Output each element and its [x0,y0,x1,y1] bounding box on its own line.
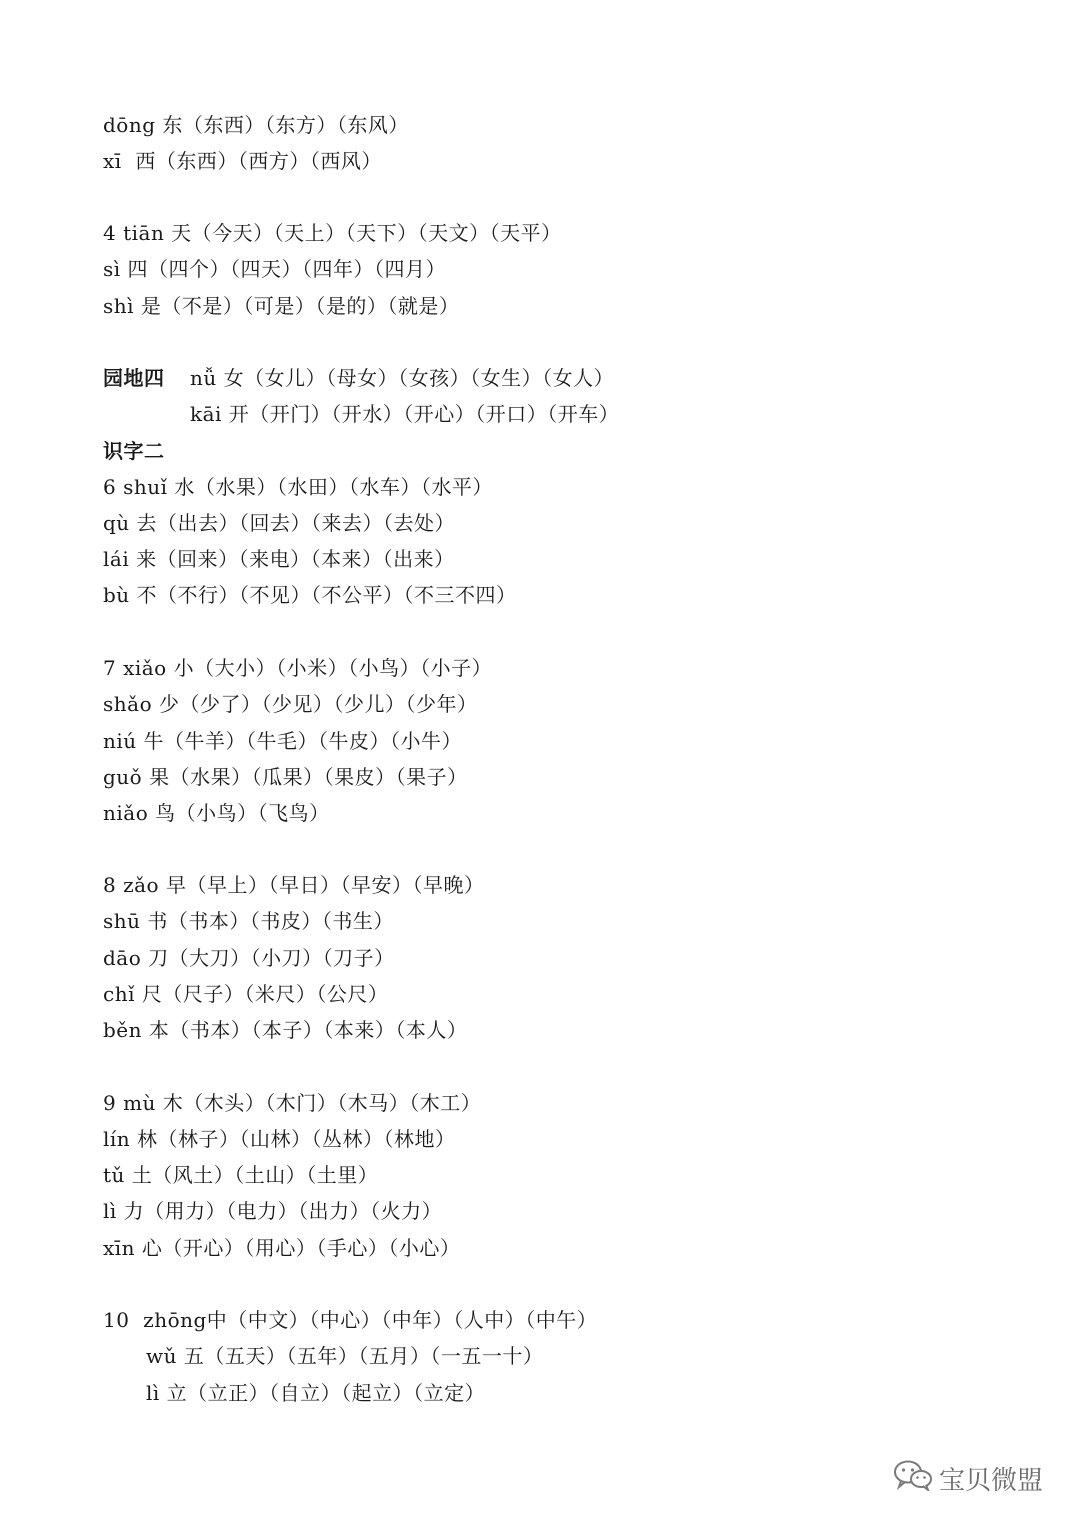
vocab-line: wǔ 五（五天）（五年）（五月）（一五一十） [146,1344,544,1368]
vocab-line: sì 四（四个）（四天）（四年）（四月） [103,257,447,281]
vocab-line: 4 tiān 天（今天）（天上）（天下）（天文）（天平） [103,221,562,245]
watermark [893,1458,1043,1498]
vocab-line: 9 mù 木（木头）（木门）（木马）（木工） [103,1091,482,1115]
vocab-line: shǎo 少（少了）（少见）（少儿）（少年） [103,692,478,716]
vocab-line: 8 zǎo 早（早上）（早日）（早安）（早晚） [103,873,485,897]
watermark-text: 宝贝微盟 [939,1465,1044,1496]
vocab-line: lín 林（林子）（山林）（丛林）（林地） [103,1127,456,1151]
vocab-line: lái 来（回来）（来电）（本来）（出来） [103,547,455,571]
section-heading: 园地四 [103,366,165,390]
vocab-line: niú 牛（牛羊）（牛毛）（牛皮）（小牛） [103,729,463,753]
vocab-line: shū 书（书本）（书皮）（书生） [103,909,394,933]
vocab-line: bù 不（不行）（不见）（不公平）（不三不四） [103,583,517,607]
vocab-line: kāi 开（开门）（开水）（开心）（开口）（开车） [190,402,620,426]
section-heading: 识字二 [103,439,165,463]
vocab-line: dāo 刀（大刀）（小刀）（刀子） [103,946,395,970]
vocab-line: guǒ 果（水果）（瓜果）（果皮）（果子） [103,765,468,789]
vocab-line: nǚ 女（女儿）（母女）（女孩）（女生）（女人） [190,366,615,390]
vocab-line: niǎo 鸟（小鸟）（飞鸟） [103,801,330,825]
vocab-line: 6 shuǐ 水（水果）（水田）（水车）（水平） [103,475,493,499]
vocab-line: běn 本（书本）（本子）（本来）（本人） [103,1018,468,1042]
vocab-line: 10 zhōng中（中文）（中心）（中年）（人中）（中午） [103,1308,598,1332]
vocab-line: qù 去（出去）（回去）（来去）（去处） [103,511,456,535]
vocab-line: xīn 心（开心）（用心）（手心）（小心） [103,1236,461,1260]
wechat-icon [893,1459,933,1498]
vocab-line: chǐ 尺（尺子）（米尺）（公尺） [103,982,389,1006]
vocab-line: shì 是（不是）（可是）（是的）（就是） [103,294,460,318]
vocab-line: lì 立（立正）（自立）（起立）（立定） [146,1381,486,1405]
vocab-line: lì 力（用力）（电力）（出力）（火力） [103,1199,443,1223]
vocab-line: dōng 东（东西）（东方）（东风） [103,113,409,137]
vocab-line: tǔ 土（风土）（土山）（土里） [103,1163,379,1187]
vocab-line: xī 西（东西）（西方）（西风） [103,149,382,173]
vocab-line: 7 xiǎo 小（大小）（小米）（小鸟）（小子） [103,656,493,680]
